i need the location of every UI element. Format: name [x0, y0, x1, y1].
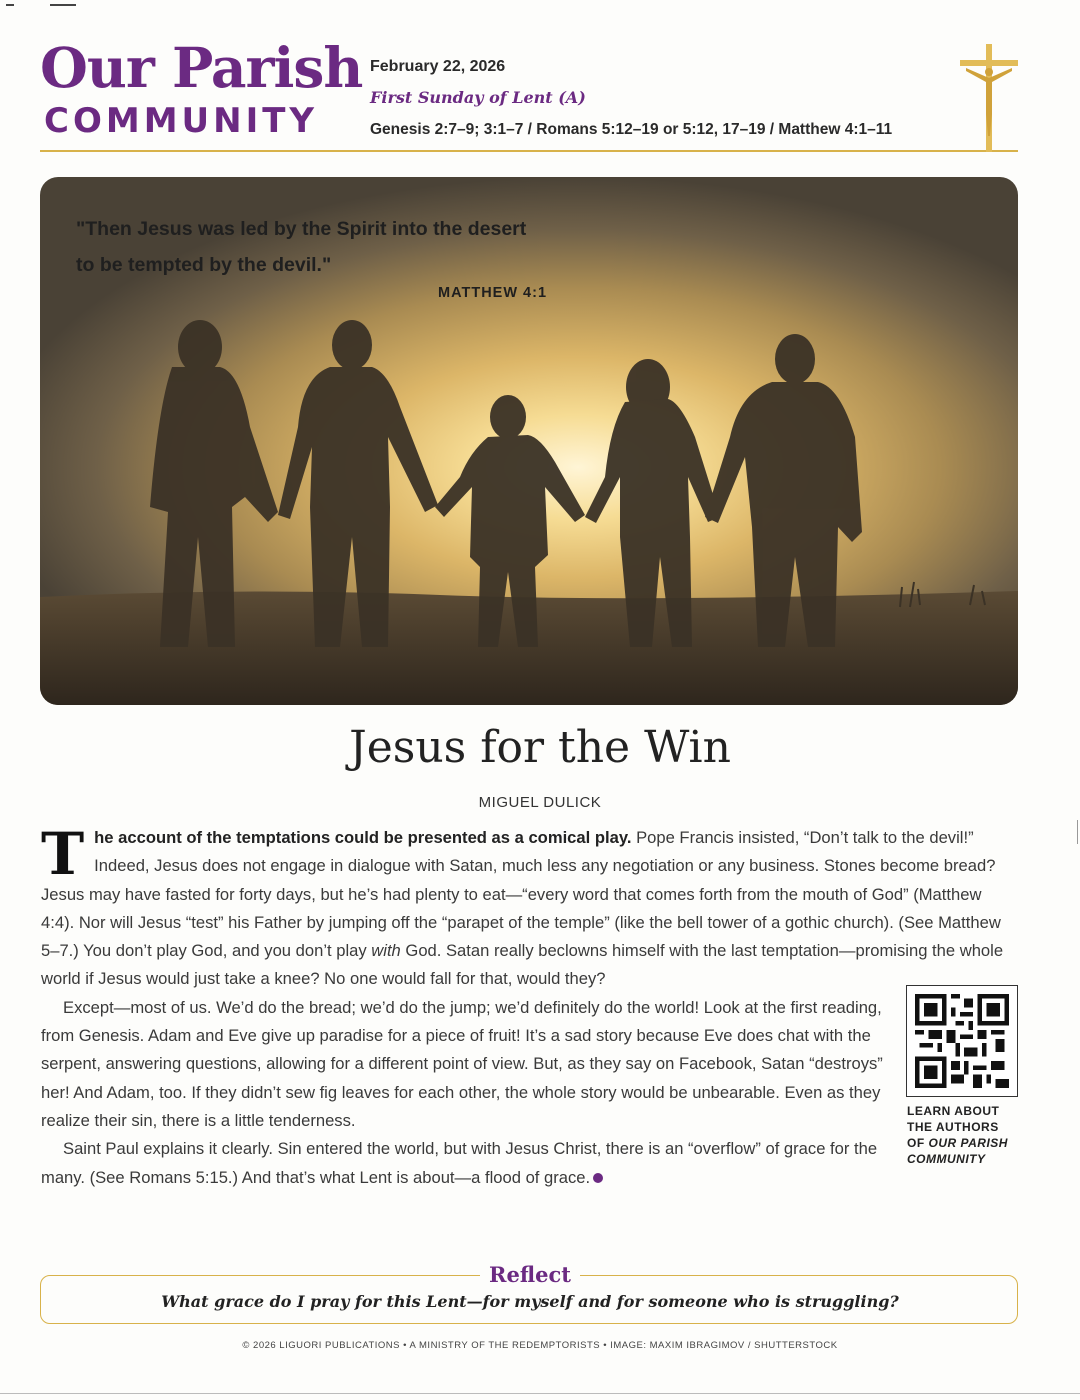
drop-cap: T [41, 820, 85, 888]
brand-title: Our Parish [40, 35, 363, 100]
crucifix-icon [958, 44, 1020, 152]
article-body [41, 820, 1019, 1192]
qr-code-icon [915, 994, 1009, 1088]
quote-line-2: to be tempted by the devil." [76, 254, 332, 276]
hero-photo [40, 177, 1018, 705]
footer-credit: © 2026 LIGUORI PUBLICATIONS • A MINISTRY OF THE REDEMPTORISTS • IMAGE: MAXIM IBRAGIMOV / SHUTTERSTOCK [242, 1340, 838, 1351]
article-lead: he account of the temptations could be presented as a comical play. [94, 828, 632, 847]
qr-caption-emphasis: COMMUNITY [907, 1152, 986, 1166]
page-bottom-rule [0, 1393, 1080, 1394]
scripture-readings: Genesis 2:7–9; 3:1–7 / Romans 5:12–19 or 5:12, 17–19 / Matthew 4:1–11 [370, 121, 893, 138]
qr-caption-line: THE AUTHORS [907, 1120, 999, 1134]
paragraph-text: Saint Paul explains it clearly. Sin entered the world, but with Jesus Christ, there is an “overflow” of grace for the many. (See Romans 5:15.) And that’s what Lent is about—a flood of grace. [41, 1139, 878, 1187]
qr-caption-line [907, 1135, 1022, 1151]
header-divider [40, 150, 1018, 152]
end-bullet-icon [593, 1173, 603, 1183]
quote-citation: MATTHEW 4:1 [438, 285, 548, 301]
scripture-quote [76, 211, 526, 283]
scan-mark [6, 4, 14, 6]
emphasis-text: with [371, 941, 401, 961]
reflect-heading: Reflect [480, 1262, 580, 1287]
paragraph-text: Pope Francis insisted, “Don’t talk to the devil!” Indeed, Jesus does not engage in dialogue with Satan, much less any negotiation or any business. Stones become bread? Jesus may have fasted for forty days, but he’s had plenty to eat—“every word that comes forth from the mouth of God” (Matthew 4:4). Nor will Jesus “test” his Father by jumping off the “parapet of the temple” (like the bell tower of a gothic church). (See Matthew 5–7.) You don’t play God, and you don’t play [41, 828, 1001, 961]
paragraph-text: God. Satan really beclowns himself with the last temptation—promising the whole world if Jesus would just take a knee? No one would fall for that, would they? [41, 941, 1004, 989]
article-author: MIGUEL DULICK [478, 794, 602, 811]
reflect-question: What grace do I pray for this Lent—for myself and for someone who is struggling? [161, 1292, 899, 1311]
qr-caption-line [907, 1151, 1022, 1167]
issue-date: February 22, 2026 [370, 58, 506, 75]
article-paragraph [41, 820, 1019, 994]
paragraph-text: Except—most of us. We’d do the bread; we’d do the jump; we’d definitely do the world! Look at the first reading, from Genesis. Adam and Eve give up paradise for a piece of fruit! It’s a sad story because Eve does chat with the serpent, answering questions, allowing for a different point of view. But, as they say on Facebook, Satan “destroys” her! And Adam, too. If they didn’t sew fig leaves for each other, the whole story would be unbearable. Even as they realize their sin, there is a little tenderness. [41, 997, 883, 1130]
qr-code[interactable] [906, 985, 1018, 1097]
qr-caption [907, 1103, 1022, 1167]
article-paragraph [41, 1135, 1019, 1192]
qr-caption-prefix: OF [907, 1136, 929, 1150]
article-paragraph [41, 994, 1019, 1135]
brand-subtitle: COMMUNITY [44, 101, 319, 141]
scan-mark [50, 4, 76, 6]
article-title: Jesus for the Win [349, 722, 731, 773]
scan-mark [1077, 820, 1078, 844]
quote-line-1: "Then Jesus was led by the Spirit into the desert [76, 218, 527, 240]
qr-caption-line: LEARN ABOUT [907, 1104, 1000, 1118]
qr-caption-emphasis: OUR PARISH [928, 1136, 1008, 1150]
liturgical-day: First Sunday of Lent (A) [370, 88, 586, 107]
